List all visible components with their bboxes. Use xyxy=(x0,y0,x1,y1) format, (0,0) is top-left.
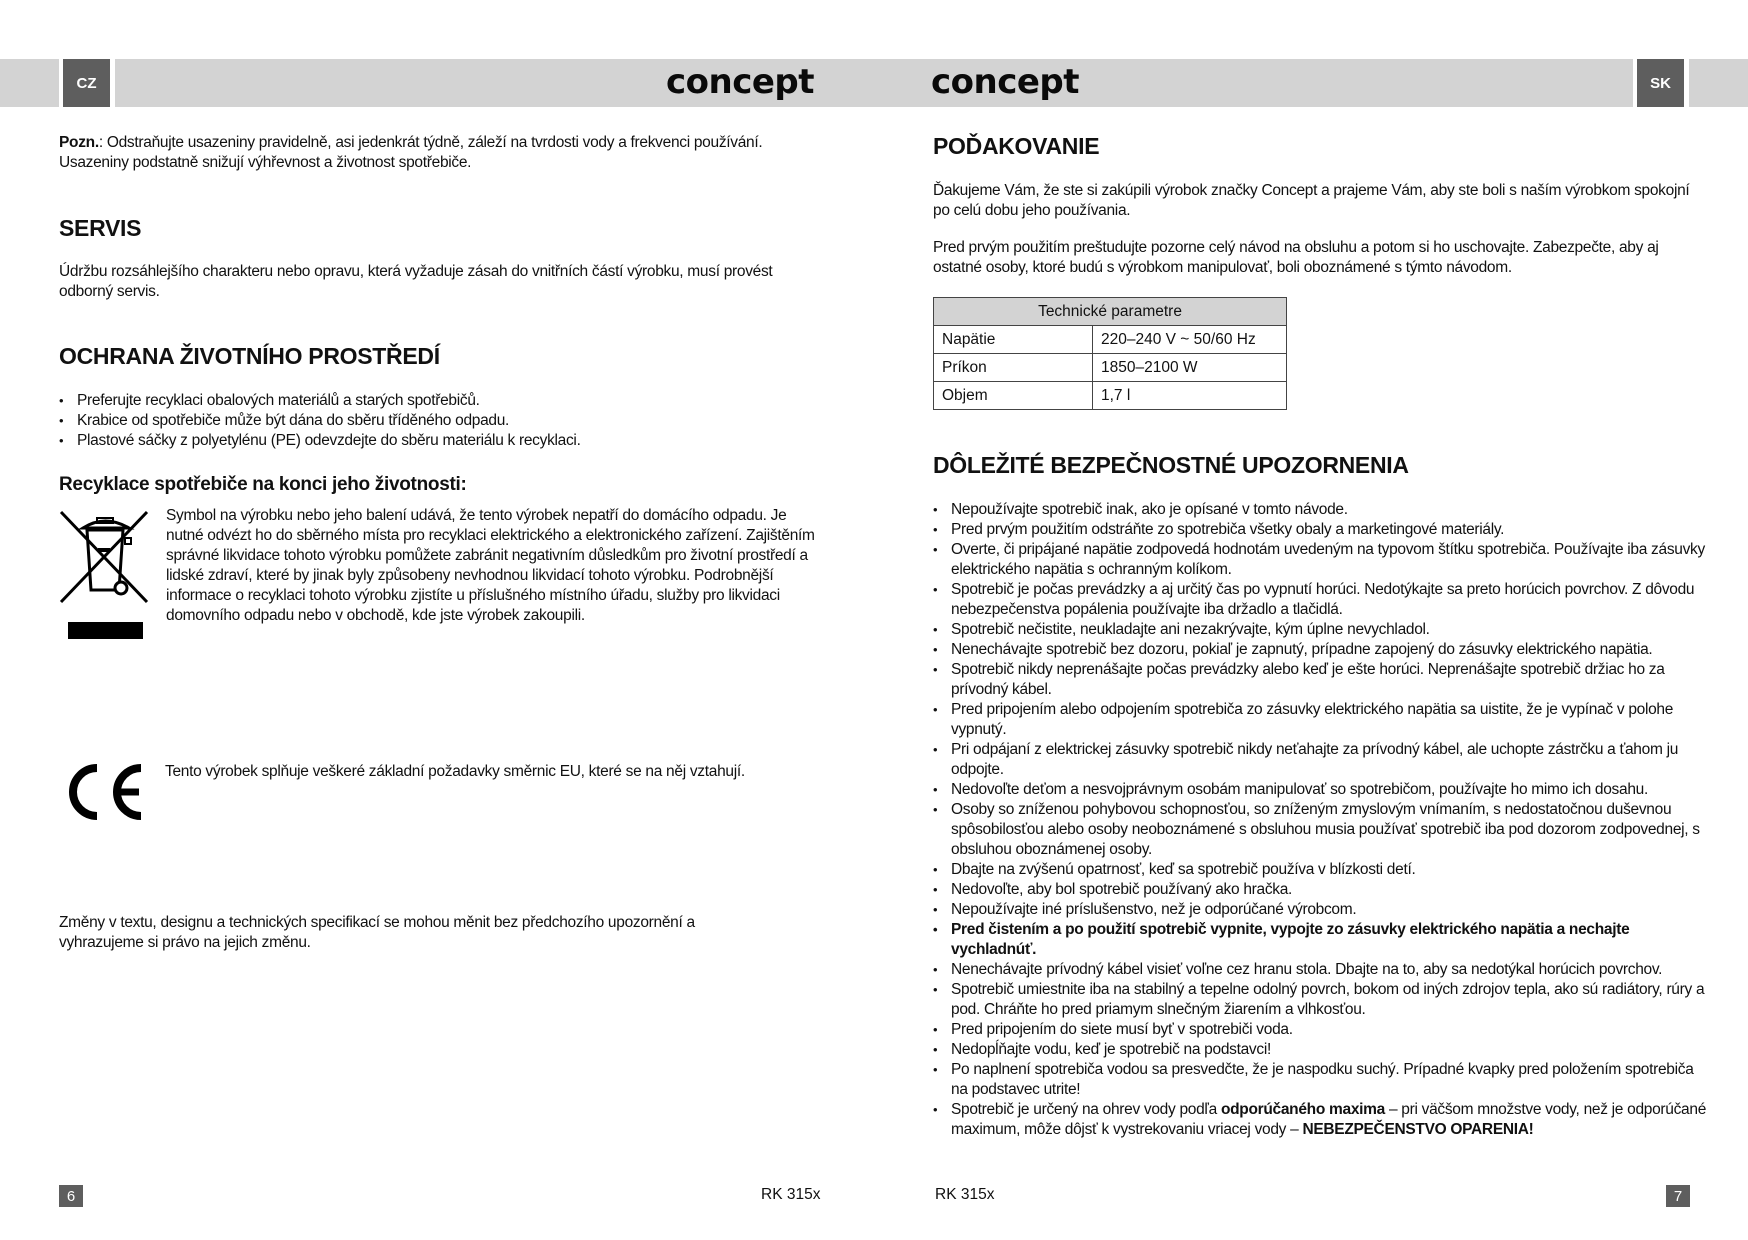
list-item: • Pred pripojením do siete musí byť v spotrebiči voda. xyxy=(951,1020,1713,1040)
param-value: 1850–2100 W xyxy=(1093,354,1287,382)
list-item: • Nenechávajte prívodný kábel visieť voľne cez hranu stola. Dbajte na to, aby sa nedotýkal horúcich povrchov. xyxy=(951,960,1713,980)
weee-black-bar xyxy=(68,622,143,639)
model-label-right: RK 315x xyxy=(935,1186,995,1203)
environment-heading: OCHRANA ŽIVOTNÍHO PROSTŘEDÍ xyxy=(59,343,440,369)
list-item-bold: • Pred čistením a po použití spotrebič vypnite, vypojte zo zásuvky elektrického napätia a nechajte vychladnúť. xyxy=(951,920,1713,960)
safety-heading: DÔLEŽITÉ BEZPEČNOSTNÉ UPOZORNENIA xyxy=(933,452,1409,478)
table-header: Technické parametre xyxy=(934,298,1287,326)
list-item: • Pred prvým použitím odstráňte zo spotrebiča všetky obaly a marketingové materiály. xyxy=(951,520,1713,540)
list-item: • Nenechávajte spotrebič bez dozoru, pokiaľ je zapnutý, prípadne zapojený do zásuvky elektrického napätia. xyxy=(951,640,1713,660)
header-band-left-edge xyxy=(0,59,59,107)
thanks-heading: POĎAKOVANIE xyxy=(933,133,1100,159)
concept-logo-right: concept xyxy=(931,62,1080,102)
bold-segment: odporúčaného maxima xyxy=(1220,1101,1385,1118)
safety-list xyxy=(933,500,1713,1140)
param-label: Objem xyxy=(934,382,1093,410)
list-item: • Po naplnení spotrebiča vodou sa presvedčte, že je naspodku suchý. Prípadné kvapky pred položením spotrebiča na podstavec utrite! xyxy=(951,1060,1713,1100)
right-page-sk xyxy=(933,125,1707,1165)
maintenance-note xyxy=(59,133,819,173)
left-page-cz xyxy=(59,125,819,1165)
param-label: Napätie xyxy=(934,326,1093,354)
list-item: • Nepoužívajte iné príslušenstvo, než je odporúčané výrobcom. xyxy=(951,900,1713,920)
ce-mark-icon xyxy=(67,762,147,822)
list-item: • Nedopĺňajte vodu, keď je spotrebič na podstavci! xyxy=(951,1040,1713,1060)
changes-disclaimer: Změny v textu, designu a technických specifikací se mohou měnit bez předchozího upozornění a vyhrazujeme si právo na jejich změnu. xyxy=(59,914,695,951)
list-item: • Nedovoľte deťom a nesvojprávnym osobám manipulovať so spotrebičom, používajte ho mimo ich dosahu. xyxy=(951,780,1713,800)
list-item: • Preferujte recyklaci obalových materiálů a starých spotřebičů. xyxy=(77,391,819,411)
list-item: • Spotrebič je počas prevádzky a aj určitý čas po vypnutí horúci. Nedotýkajte sa preto horúcich povrchov. Z dôvodu nebezpečenstva popálenia používajte iba držadlo a tlačidlá. xyxy=(951,580,1713,620)
thanks-paragraph-2: Pred prvým použitím preštudujte pozorne celý návod na obsluhu a potom si ho uschovajte. Zabezpečte, aby aj ostatné osoby, ktoré budú s výrobkom manipulovať, boli oboznámené s týmto návodom. xyxy=(933,239,1659,276)
environment-list xyxy=(59,391,819,451)
page-number-right: 7 xyxy=(1666,1185,1690,1207)
list-item: • Osoby so zníženou pohybovou schopnosťou, so zníženým zmyslovým vnímaním, s nedostatočnou duševnou spôsobilosťou alebo osoby neoboznámené s obsluhou musia používať spotrebič iba pod dozorom zodpovednej, s obsluhou oboznámenej osoby. xyxy=(951,800,1713,860)
ce-text: Tento výrobek splňuje veškeré základní požadavky směrnic EU, které se na něj vztahují. xyxy=(165,763,745,780)
list-item-last xyxy=(951,1100,1713,1140)
param-label: Príkon xyxy=(934,354,1093,382)
param-value: 220–240 V ~ 50/60 Hz xyxy=(1093,326,1287,354)
page-number-left: 6 xyxy=(59,1185,83,1207)
language-badge-cz: CZ xyxy=(63,59,110,107)
list-item: • Spotrebič nečistite, neukladajte ani nezakrývajte, kým úplne nevychladol. xyxy=(951,620,1713,640)
warning-bold-segment: NEBEZPEČENSTVO OPARENIA! xyxy=(1302,1121,1534,1138)
thanks-paragraph-1: Ďakujeme Vám, že ste si zakúpili výrobok značky Concept a prajeme Vám, aby ste boli s naším výrobkom spokojní po celú dobu jeho používania. xyxy=(933,182,1690,219)
note-label: Pozn. xyxy=(59,134,99,151)
technical-parameters-table xyxy=(933,297,1287,410)
text-segment: – pri väčšom množstve vody, než je odporúčané maximum, môže dôjsť k vystrekovaniu vriacej vody – xyxy=(951,1101,1707,1138)
list-item: • Spotrebič nikdy neprenášajte počas prevádzky alebo keď je ešte horúci. Neprenášajte spotrebič držiac ho za prívodný kábel. xyxy=(951,660,1713,700)
table-row xyxy=(934,326,1287,354)
note-text: : Odstraňujte usazeniny pravidelně, asi jedenkrát týdně, záleží na tvrdosti vody a frekvenci používání. Usazeniny podstatně snižují výhřevnost a životnost spotřebiče. xyxy=(59,134,763,171)
language-badge-sk: SK xyxy=(1637,59,1684,107)
model-label-left: RK 315x xyxy=(761,1186,821,1203)
header-band xyxy=(115,59,1633,107)
header-band-right-edge xyxy=(1689,59,1748,107)
recycling-text: Symbol na výrobku nebo jeho balení udává, že tento výrobek nepatří do domácího odpadu. Je nutné odvézt ho do sběrného místa pro recyklaci elektrického a elektronického zařízení. Zajištěním správné likvidace tohoto výrobku pomůžete zabránit negativním důsledkům pro životní prostředí a lidské zdraví, které by jinak byly způsobeny nevhodnou likvidací tohoto výrobku. Podrobnější informace o recyklaci tohoto výrobku zjistíte u příslušného místního úřadu, služby pro likvidaci domovního odpadu nebo v obchodě, kde jste výrobek zakoupili. xyxy=(166,507,815,624)
weee-crossed-bin-icon xyxy=(59,510,151,625)
list-item: • Pri odpájaní z elektrickej zásuvky spotrebič nikdy neťahajte za prívodný kábel, ale uchopte zástrčku a ťahom ju odpojte. xyxy=(951,740,1713,780)
table-row xyxy=(934,382,1287,410)
list-item: • Spotrebič umiestnite iba na stabilný a tepelne odolný povrch, bokom od iných zdrojov tepla, ako sú radiátory, rúry a pod. Chráňte ho pred priamym slnečným žiarením a vlhkosťou. xyxy=(951,980,1713,1020)
list-item: • Nepoužívajte spotrebič inak, ako je opísané v tomto návode. xyxy=(951,500,1713,520)
concept-logo-left: concept xyxy=(666,62,815,102)
table-row xyxy=(934,354,1287,382)
list-item: • Krabice od spotřebiče může být dána do sběru tříděného odpadu. xyxy=(77,411,819,431)
list-item: • Plastové sáčky z polyetylénu (PE) odevzdejte do sběru materiálu k recyklaci. xyxy=(77,431,819,451)
recycling-heading: Recyklace spotřebiče na konci jeho životnosti: xyxy=(59,474,467,495)
param-value: 1,7 l xyxy=(1093,382,1287,410)
list-item: • Dbajte na zvýšenú opatrnosť, keď sa spotrebič používa v blízkosti detí. xyxy=(951,860,1713,880)
servis-text: Údržbu rozsáhlejšího charakteru nebo opravu, která vyžaduje zásah do vnitřních částí výrobku, musí provést odborný servis. xyxy=(59,263,773,300)
list-item: • Pred pripojením alebo odpojením spotrebiča zo zásuvky elektrického napätia sa uistite, že je vypínač v polohe vypnutý. xyxy=(951,700,1713,740)
list-item: • Overte, či pripájané napätie zodpovedá hodnotám uvedeným na typovom štítku spotrebiča. Používajte iba zásuvky elektrického napätia s ochranným kolíkom. xyxy=(951,540,1713,580)
list-item: • Nedovoľte, aby bol spotrebič používaný ako hračka. xyxy=(951,880,1713,900)
servis-heading: SERVIS xyxy=(59,215,142,241)
text-segment: Spotrebič je určený na ohrev vody podľa xyxy=(951,1101,1221,1118)
